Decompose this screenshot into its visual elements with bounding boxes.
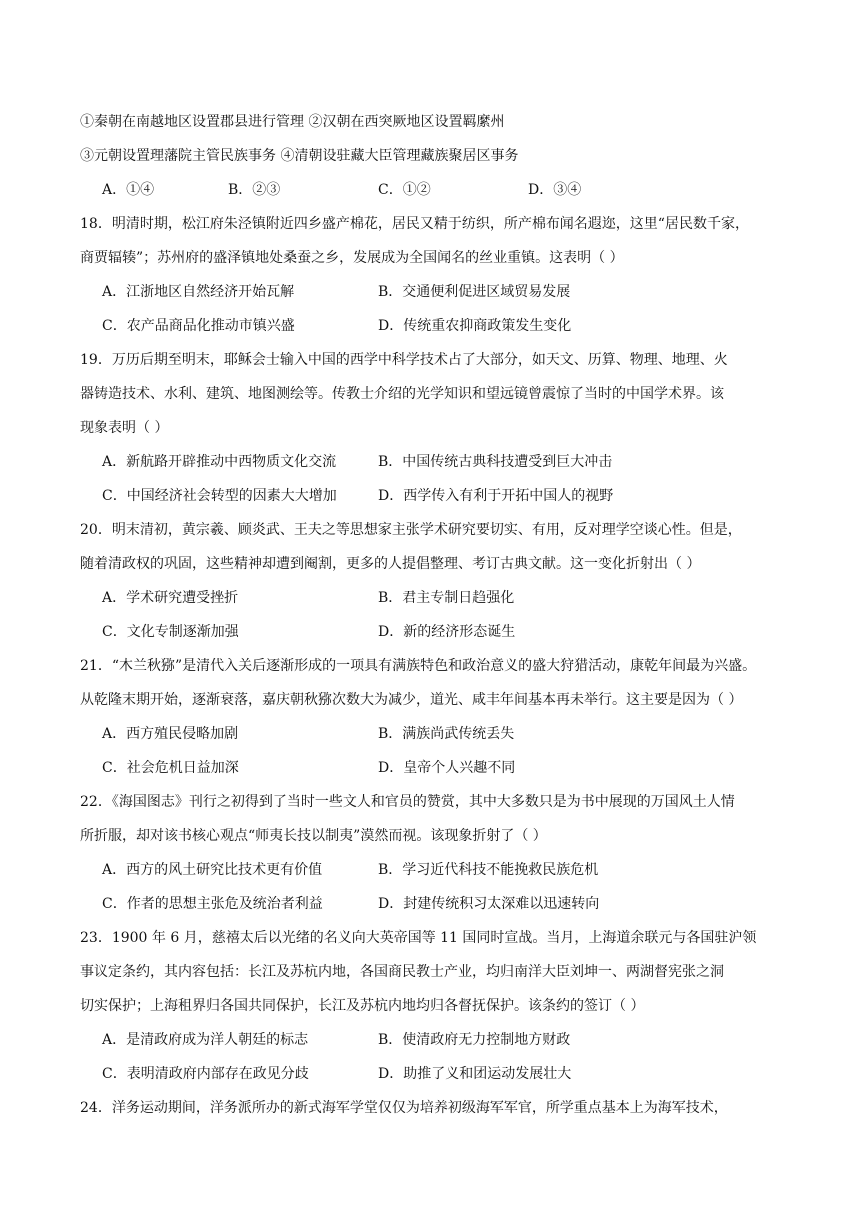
q22-option-a[interactable]: A．西方的风土研究比技术更有价值 <box>102 862 323 878</box>
q19-option-d[interactable]: D．西学传入有利于开拓中国人的视野 <box>378 488 614 504</box>
q21-option-a[interactable]: A．西方殖民侵略加剧 <box>102 726 239 742</box>
q21-option-c[interactable]: C．社会危机日益加深 <box>102 760 239 776</box>
q17-option-b[interactable]: B．②③ <box>228 182 281 198</box>
q17-option-a[interactable]: A．①④ <box>102 182 155 198</box>
q20-option-c[interactable]: C．文化专制逐渐加强 <box>102 624 239 640</box>
q23-option-c[interactable]: C．表明清政府内部存在政见分歧 <box>102 1066 309 1082</box>
q17-statement-line-2: ③元朝设置理藩院主管民族事务 ④清朝设驻藏大臣管理藏族聚居区事务 <box>80 148 519 164</box>
q20-stem-line-1: 20．明末清初，黄宗羲、顾炎武、王夫之等思想家主张学术研究要切实、有用，反对理学空谈心性。但是， <box>80 522 742 538</box>
q23-option-b[interactable]: B．使清政府无力控制地方财政 <box>378 1032 571 1048</box>
q23-stem-line-1: 23．1900 年 6 月，慈禧太后以光绪的名义向大英帝国等 11 国同时宣战。当月，上海道余联元与各国驻沪领 <box>80 930 757 946</box>
q19-stem-line-3: 现象表明（ ） <box>80 420 169 436</box>
q24-stem-line-1: 24．洋务运动期间，洋务派所办的新式海军学堂仅仅为培养初级海军军官，所学重点基本上为海军技术， <box>80 1100 728 1116</box>
q18-option-b[interactable]: B．交通便利促进区域贸易发展 <box>378 284 571 300</box>
q17-option-c[interactable]: C．①② <box>378 182 431 198</box>
q18-stem-line-1: 18．明清时期，松江府朱泾镇附近四乡盛产棉花，居民又精于纺织，所产棉布闻名遐迩，这里“居民数千家， <box>80 216 749 232</box>
q23-option-d[interactable]: D．助推了义和团运动发展壮大 <box>378 1066 572 1082</box>
q18-option-c[interactable]: C．农产品商品化推动市镇兴盛 <box>102 318 295 334</box>
q23-stem-line-2: 事议定条约，其内容包括：长江及苏杭内地，各国商民教士产业，均归南洋大臣刘坤一、两湖督宪张之洞 <box>80 964 724 980</box>
q21-option-b[interactable]: B．满族尚武传统丢失 <box>378 726 515 742</box>
q19-stem-line-2: 器铸造技术、水利、建筑、地图测绘等。传教士介绍的光学知识和望远镜曾震惊了当时的中国学术界。该 <box>80 386 724 402</box>
q20-stem-line-2: 随着清政权的巩固，这些精神却遭到阉割，更多的人提倡整理、考订古典文献。这一变化折射出（ ） <box>80 556 701 572</box>
q19-option-b[interactable]: B．中国传统古典科技遭受到巨大冲击 <box>378 454 613 470</box>
q21-stem-line-2: 从乾隆末期开始，逐渐衰落，嘉庆朝秋猕次数大为减少，道光、咸丰年间基本再未举行。这主要是因为（ ） <box>80 692 743 708</box>
q20-option-d[interactable]: D．新的经济形态诞生 <box>378 624 516 640</box>
q19-option-a[interactable]: A．新航路开辟推动中西物质文化交流 <box>102 454 337 470</box>
q22-stem-line-1: 22．《海国图志》刊行之初得到了当时一些文人和官员的赞赏，其中大多数只是为书中展现的万国风土人情 <box>80 794 735 810</box>
q20-option-b[interactable]: B．君主专制日趋强化 <box>378 590 515 606</box>
q22-option-c[interactable]: C．作者的思想主张危及统治者利益 <box>102 896 323 912</box>
q19-stem-line-1: 19．万历后期至明末，耶稣会士输入中国的西学中科学技术占了大部分，如天文、历算、物理、地理、火 <box>80 352 728 368</box>
q22-option-d[interactable]: D．封建传统积习太深难以迅速转向 <box>378 896 600 912</box>
q18-option-d[interactable]: D．传统重农抑商政策发生变化 <box>378 318 572 334</box>
q18-stem-line-2: 商贾辐辏”；苏州府的盛泽镇地处桑蚕之乡，发展成为全国闻名的丝业重镇。这表明（ ） <box>80 250 624 266</box>
q21-option-d[interactable]: D．皇帝个人兴趣不同 <box>378 760 516 776</box>
q20-option-a[interactable]: A．学术研究遭受挫折 <box>102 590 239 606</box>
q17-statement-line-1: ①秦朝在南越地区设置郡县进行管理 ②汉朝在西突厥地区设置羁縻州 <box>80 114 505 130</box>
q18-option-a[interactable]: A．江浙地区自然经济开始瓦解 <box>102 284 295 300</box>
q19-option-c[interactable]: C．中国经济社会转型的因素大大增加 <box>102 488 337 504</box>
q23-option-a[interactable]: A．是清政府成为洋人朝廷的标志 <box>102 1032 309 1048</box>
q22-option-b[interactable]: B．学习近代科技不能挽救民族危机 <box>378 862 599 878</box>
q17-option-d[interactable]: D．③④ <box>528 182 582 198</box>
q23-stem-line-3: 切实保护；上海租界归各国共同保护，长江及苏杭内地均归各督抚保护。该条约的签订（ ） <box>80 998 645 1014</box>
q21-stem-line-1: 21．“木兰秋猕”是清代入关后逐渐形成的一项具有满族特色和政治意义的盛大狩猎活动，康乾年间最为兴盛。 <box>80 658 757 674</box>
q22-stem-line-2: 所折服，却对该书核心观点“师夷长技以制夷”漠然而视。该现象折射了（ ） <box>80 828 547 844</box>
